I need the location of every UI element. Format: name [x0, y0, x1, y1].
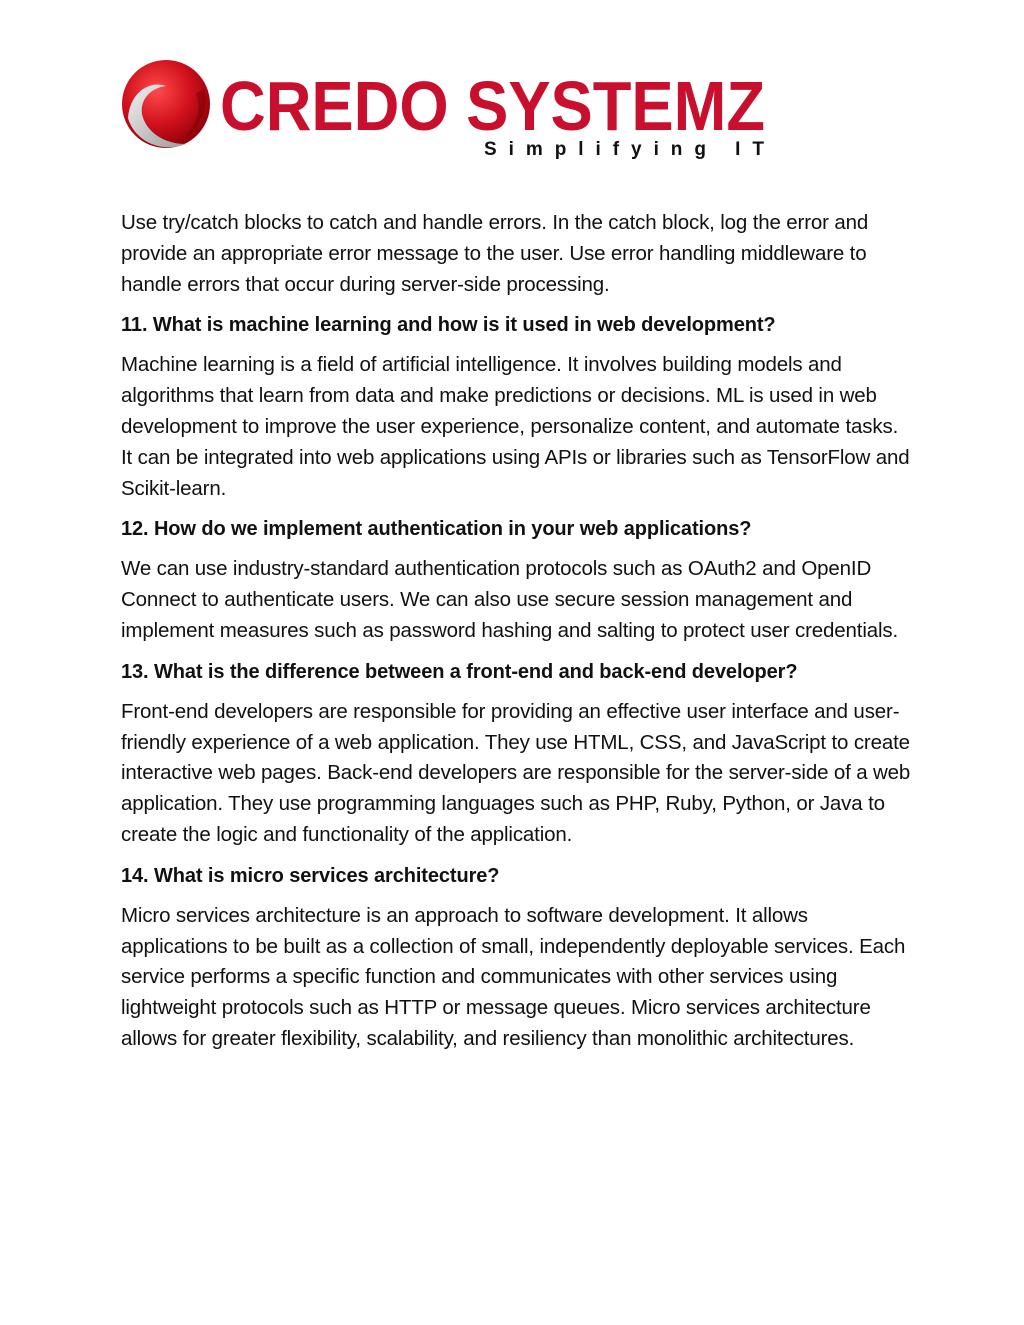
answer-11-paragraph: Machine learning is a field of artificial intelligence. It involves building models and algorithms that learn from data and make predictions or decisions. ML is used in web development to improve the user experience, personalize content, and automate tasks. It can be integrated into web applications using APIs or libraries such as TensorFlow and Scikit-learn.: [121, 353, 910, 500]
answer-13-paragraph: Front-end developers are responsible for providing an effective user interface and user-friendly experience of a web application. They use HTML, CSS, and JavaScript to create interactive web pages. Back-end developers are responsible for the server-side of a web application. They use programming languages such as PHP, Ruby, Python, or Java to create the logic and functionality of the application.: [121, 699, 911, 846]
answer-12-paragraph: We can use industry-standard authentication protocols such as OAuth2 and OpenID Connect to authenticate users. We can also use secure session management and implement measures such as password hashing and salting to protect user credentials.: [121, 557, 899, 642]
company-logo: [120, 58, 780, 162]
intro-paragraph: Use try/catch blocks to catch and handle errors. In the catch block, log the error and provide an appropriate error message to the user. Use error handling middleware to handle errors that occur during server-side processing.: [121, 211, 869, 296]
question-14-heading: 14. What is micro services architecture?: [121, 864, 500, 887]
answer-14-paragraph: Micro services architecture is an approach to software development. It allows applications to be built as a collection of small, independently deployable services. Each service performs a specific function and communicates with other services using lightweight protocols such as HTTP or message queues. Micro services architecture allows for greater flexibility, scalability, and resiliency than monolithic architectures.: [121, 903, 906, 1050]
document-body: [121, 208, 911, 1055]
question-11-heading: 11. What is machine learning and how is it used in web development?: [121, 314, 776, 337]
logo-tagline: Simplifying IT: [484, 139, 764, 160]
question-12-heading: 12. How do we implement authentication in your web applications?: [121, 518, 752, 541]
logo-emblem-icon: [122, 60, 210, 148]
question-13-heading: 13. What is the difference between a front-end and back-end developer?: [121, 660, 798, 683]
logo-brand-name: CREDO SYSTEMZ: [220, 67, 765, 145]
